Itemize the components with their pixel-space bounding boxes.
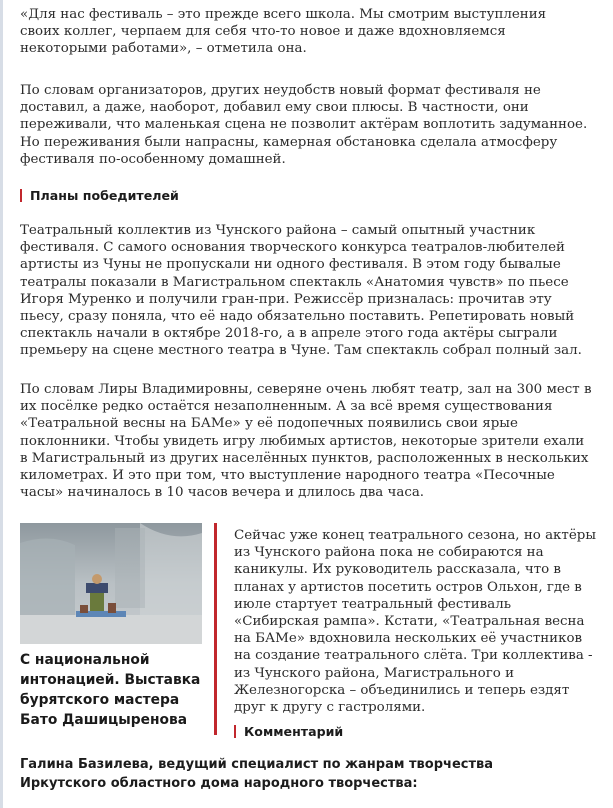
left-edge-accent — [0, 0, 3, 808]
exhibition-photo-illustration — [20, 523, 202, 644]
article-paragraph: По словам организаторов, других неудобств новый формат фестиваля не доставил, а даже, наоборот, добавил ему свои плюсы. В частности, они переживали, что маленькая сцена не позволит актёрам воплотить задуманное. Но переживания были напрасны, камерная обстановка сделала атмосферу фестиваля по-особенному домашней. — [20, 83, 588, 167]
section-heading-comment: Комментарий — [234, 725, 343, 738]
comment-author: Галина Базилева, ведущий специалист по жанрам творчества Иркутского областного дома народного творчества: — [20, 757, 494, 791]
article-paragraph: «Для нас фестиваль – это прежде всего школа. Мы смотрим выступления своих коллег, черпаем для себя что-то новое и даже вдохновляемся некоторыми работами», – отметила она. — [20, 7, 547, 57]
section-heading-plans: Планы победителей — [20, 189, 179, 202]
related-article-photo[interactable] — [20, 523, 202, 644]
related-article-caption[interactable]: С национальной интонацией. Выставка бурятского мастера Бато Дашицыренова — [20, 652, 201, 728]
article-paragraph: Сейчас уже конец театрального сезона, но актёры из Чунского района пока не собираются на каникулы. Их руководитель рассказала, что в планах у артистов посетить остров Ольхон, где в июле стартует театральный фестиваль «Сибирская рампа». Кстати, «Театральная весна на БАМе» вдохновила нескольких её участников на создание театрального слёта. Три коллектива - из Чунского района, Магистрального и Железногорска – объединились и теперь ездят друг к другу с гастролями. — [234, 528, 596, 716]
related-article-card[interactable] — [20, 523, 202, 730]
quote-accent-bar — [214, 523, 217, 735]
article-paragraph: Театральный коллектив из Чунского района – самый опытный участник фестиваля. С самого основания творческого конкурса театралов-любителей артисты из Чуны не пропускали ни одного фестиваля. В этом году бывалые театралы показали в Магистральном спектакль «Анатомия чувств» по пьесе Игоря Муренко и получили гран-при. Режиссёр призналась: прочитав эту пьесу, сразу поняла, что её надо обязательно поставить. Репетировать новый спектакль начали в октябре 2018-го, а в апреле этого года актёры сыграли премьеру на сцене местного театра в Чуне. Там спектакль собрал полный зал. — [20, 223, 582, 359]
article-paragraph: По словам Лиры Владимировны, северяне очень любят театр, зал на 300 мест в их посёлке редко остаётся незаполненным. А за всё время существования «Театральной весны на БАМе» у её подопечных появились свои ярые поклонники. Чтобы увидеть игру любимых артистов, некоторые зрители ехали в Магистральный из других населённых пунктов, расположенных в нескольких километрах. И это при том, что выступление народного театра «Песочные часы» начиналось в 10 часов вечера и длилось два часа. — [20, 382, 592, 501]
